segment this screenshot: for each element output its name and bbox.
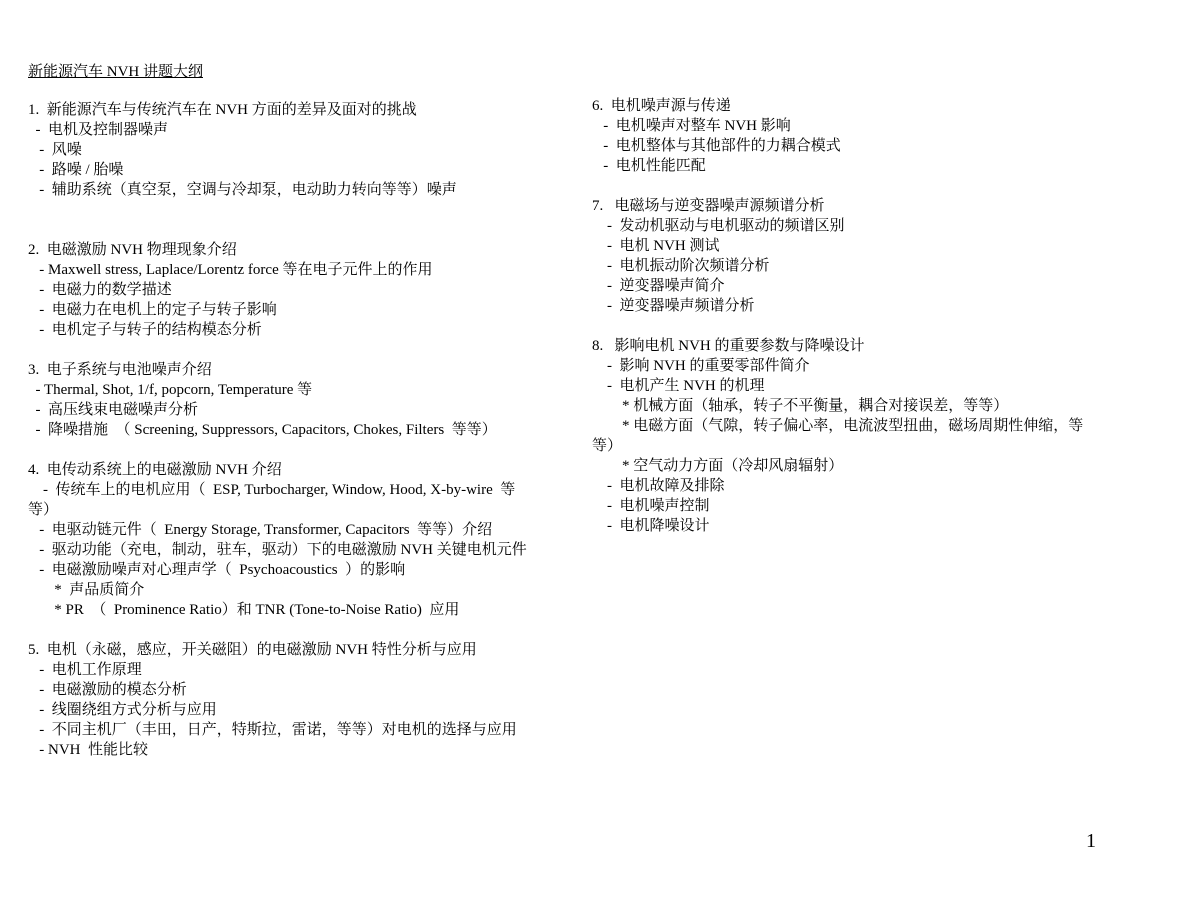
list-item: * 机械方面（轴承，转子不平衡量，耦合对接误差，等等） bbox=[592, 398, 1009, 414]
list-item: - 传统车上的电机应用（ ESP, Turbocharger, Window, Hood, X-by-wire 等 bbox=[28, 482, 516, 498]
list-item: - 风噪 bbox=[28, 142, 82, 158]
list-item: * 声品质简介 bbox=[28, 582, 145, 598]
page-title: 新能源汽车 NVH 讲题大纲 bbox=[28, 64, 203, 80]
list-item: * 电磁方面（气隙，转子偏心率，电流波型扭曲，磁场周期性伸缩，等 bbox=[592, 418, 1084, 434]
page-number: 1 bbox=[1086, 830, 1096, 852]
section-1-heading: 1. 新能源汽车与传统汽车在 NVH 方面的差异及面对的挑战 bbox=[28, 102, 417, 118]
list-item: * 空气动力方面（冷却风扇辐射） bbox=[592, 458, 844, 474]
list-item: - 电磁力的数学描述 bbox=[28, 282, 172, 298]
list-item: - 电机及控制器噪声 bbox=[28, 122, 168, 138]
section-2-heading: 2. 电磁激励 NVH 物理现象介绍 bbox=[28, 242, 237, 258]
list-item: - 电机振动阶次频谱分析 bbox=[592, 258, 770, 274]
list-item: - 辅助系统（真空泵，空调与冷却泵，电动助力转向等等）噪声 bbox=[28, 182, 457, 198]
section-7-heading: 7. 电磁场与逆变器噪声源频谱分析 bbox=[592, 198, 825, 214]
list-item: - 影响 NVH 的重要零部件简介 bbox=[592, 358, 810, 374]
list-item: - 线圈绕组方式分析与应用 bbox=[28, 702, 217, 718]
list-item: - 路噪 / 胎噪 bbox=[28, 162, 124, 178]
list-item: - 电驱动链元件（ Energy Storage, Transformer, Capacitors 等等）介绍 bbox=[28, 522, 493, 538]
list-item: - 电机 NVH 测试 bbox=[592, 238, 720, 254]
list-item: - 发动机驱动与电机驱动的频谱区别 bbox=[592, 218, 845, 234]
list-item: - NVH 性能比较 bbox=[28, 742, 148, 758]
list-item: - 电机工作原理 bbox=[28, 662, 142, 678]
list-item-continuation: 等） bbox=[28, 502, 59, 518]
list-item: - 电机整体与其他部件的力耦合模式 bbox=[592, 138, 841, 154]
list-item: - 电机性能匹配 bbox=[592, 158, 706, 174]
list-item-continuation: 等） bbox=[592, 438, 623, 454]
list-item: - 电机降噪设计 bbox=[592, 518, 710, 534]
left-column bbox=[28, 100, 588, 760]
section-3-heading: 3. 电子系统与电池噪声介绍 bbox=[28, 362, 212, 378]
list-item: - 逆变器噪声频谱分析 bbox=[592, 298, 755, 314]
list-item: - 电磁激励噪声对心理声学（ Psychoacoustics ）的影响 bbox=[28, 562, 406, 578]
section-5-heading: 5. 电机（永磁，感应，开关磁阻）的电磁激励 NVH 特性分析与应用 bbox=[28, 642, 477, 658]
list-item: - 驱动功能（充电，制动，驻车，驱动）下的电磁激励 NVH 关键电机元件 bbox=[28, 542, 527, 558]
list-item: - 电磁激励的模态分析 bbox=[28, 682, 187, 698]
list-item: - 电磁力在电机上的定子与转子影响 bbox=[28, 302, 277, 318]
list-item: - 电机噪声控制 bbox=[592, 498, 710, 514]
list-item: - 高压线束电磁噪声分析 bbox=[28, 402, 198, 418]
list-item: - 不同主机厂（丰田，日产，特斯拉，雷诺，等等）对电机的选择与应用 bbox=[28, 722, 517, 738]
list-item: - Thermal, Shot, 1/f, popcorn, Temperature 等 bbox=[28, 382, 313, 398]
right-column bbox=[592, 96, 1152, 536]
section-8-heading: 8. 影响电机 NVH 的重要参数与降噪设计 bbox=[592, 338, 865, 354]
list-item: - 电机故障及排除 bbox=[592, 478, 725, 494]
list-item: - Maxwell stress, Laplace/Lorentz force 等在电子元件上的作用 bbox=[28, 262, 433, 278]
list-item: - 电机噪声对整车 NVH 影响 bbox=[592, 118, 791, 134]
list-item: * PR （ Prominence Ratio）和 TNR (Tone-to-Noise Ratio) 应用 bbox=[28, 602, 460, 618]
section-4-heading: 4. 电传动系统上的电磁激励 NVH 介绍 bbox=[28, 462, 282, 478]
list-item: - 逆变器噪声简介 bbox=[592, 278, 725, 294]
list-item: - 电机产生 NVH 的机理 bbox=[592, 378, 765, 394]
list-item: - 降噪措施 （ Screening, Suppressors, Capacitors, Chokes, Filters 等等） bbox=[28, 422, 497, 438]
list-item: - 电机定子与转子的结构模态分析 bbox=[28, 322, 262, 338]
section-6-heading: 6. 电机噪声源与传递 bbox=[592, 98, 731, 114]
